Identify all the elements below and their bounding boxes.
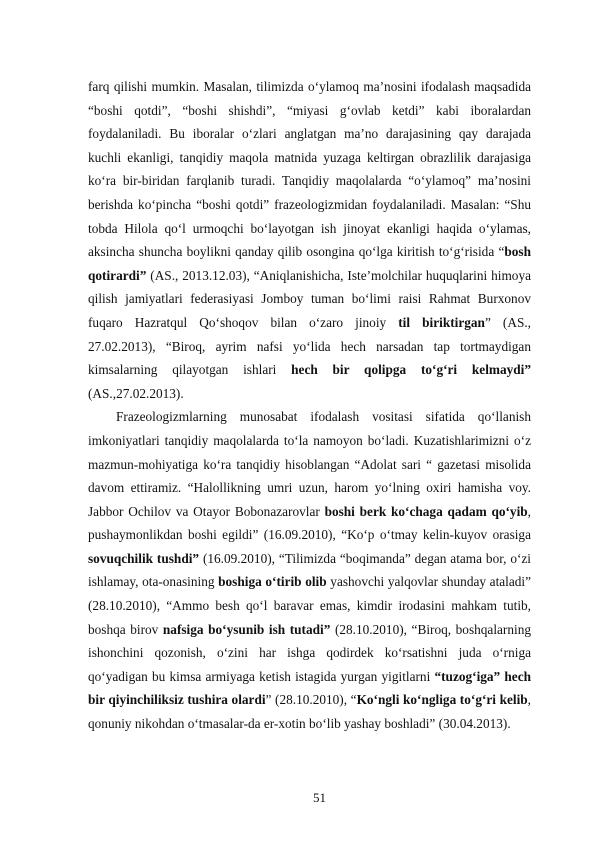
- text-run: yashovchi yalqovlar shunday ataladi” (28.10.2010), “Ammo besh qo‘l baravar emas, kimdir irodasini mahkam tutib, boshqa birov: [88, 574, 532, 637]
- text-run: (AS.,27.02.2013).: [88, 385, 184, 401]
- bold-phrase: boshi berk ko‘chaga qadam qo‘yib: [324, 503, 528, 519]
- text-run: (28.10.2010), “Biroq, boshqalarning ishonchini qozonish, o‘zini har ishga qodirdek ko‘rsatishni juda o‘rniga qo‘yadigan bu kimsa armiyaga ketish istagida yurgan yigitlarni: [88, 621, 531, 684]
- bold-phrase: bosh qotirardi”: [88, 244, 531, 283]
- text-run: (16.09.2010), “Tilimizda “boqimanda” degan atama bor, o‘zi ishlamay, ota-onasining: [88, 550, 531, 590]
- bold-phrase: boshiga o‘tirib olib: [218, 574, 327, 590]
- bold-phrase: Ko‘ngli ko‘ngliga to‘g‘ri kelib: [356, 692, 528, 708]
- page-number: 51: [313, 790, 326, 805]
- paragraph-1: [88, 75, 531, 405]
- text-run: (AS., 2013.12.03), “Aniqlanishicha, Iste’molchilar huquqlarini himoya qilish jamiyatlari federasiyasi Jomboy tuman bo‘limi raisi Rahmat Burxonov fuqaro Hazratqul Qo‘shoqov bilan o‘zaro jinoiy: [88, 267, 531, 330]
- bold-phrase: “tuzog‘iga” hech bir qiyinchiliksiz tushira olardi: [88, 668, 531, 708]
- text-run: ” (28.10.2010), “: [265, 692, 357, 708]
- text-run: , pushaymonlikdan boshi egildi” (16.09.2010), “Ko‘p o‘tmay kelin-kuyov orasiga: [88, 503, 531, 543]
- bold-phrase: nafsiga bo‘ysunib ish tutadi”: [162, 621, 331, 637]
- bold-phrase: sovuqchilik tushdi”: [88, 550, 200, 566]
- bold-phrase: til biriktirgan: [398, 314, 485, 330]
- paragraph-2: [88, 405, 531, 735]
- bold-phrase: hech bir qolipga to‘g‘ri kelmaydi”: [291, 362, 532, 378]
- text-run: farq qilishi mumkin. Masalan, tilimizda o‘ylamoq ma’nosini ifodalash maqsadida “boshi qotdi”, “boshi shishdi”, “miyasi g‘ovlab ketdi” kabi iboralardan foydalaniladi. Bu iboralar o‘zlari anglatgan ma’no darajasining qay darajada kuchli ekanligi, tanqidiy maqola matnida yuzaga keltirgan obrazlilik darajasiga ko‘ra bir-biridan farqlanib turadi. Tanqidiy maqolalarda “o‘ylamoq” ma’nosini berishda ko‘pincha “boshi qotdi” frazeologizmidan foydalaniladi. Masalan: “Shu tobda Hilola qo‘l urmoqchi bo‘layotgan ish jinoyat ekanligi haqida o‘ylamas, aksincha shuncha boylikni qanday qilib osongina qo‘lga kiritish to‘g‘risida “: [88, 79, 531, 260]
- text-run: , qonuniy nikohdan o‘tmasalar-da er-xotin bo‘lib yashay boshladi” (30.04.2013).: [88, 692, 531, 732]
- text-run: ” (AS., 27.02.2013), “Biroq, ayrim nafsi yo‘lida hech narsadan tap tortmaydigan kimsalarning qilayotgan ishlari: [88, 314, 531, 378]
- text-run: Frazeologizmlarning munosabat ifodalash vositasi sifatida qo‘llanish imkoniyatlari tanqidiy maqolalarda to‘la namoyon bo‘ladi. Kuzatishlarimizni o‘z mazmun-mohiyatiga ko‘ra tanqidiy hisoblangan “Adolat sari “ gazetasi misolida davom ettiramiz. “Halollikning umri uzun, harom yo‘lning oxiri hamisha voy. Jabbor Ochilov va Otayor Bobonazarovlar: [88, 409, 531, 519]
- document-body: [88, 75, 531, 736]
